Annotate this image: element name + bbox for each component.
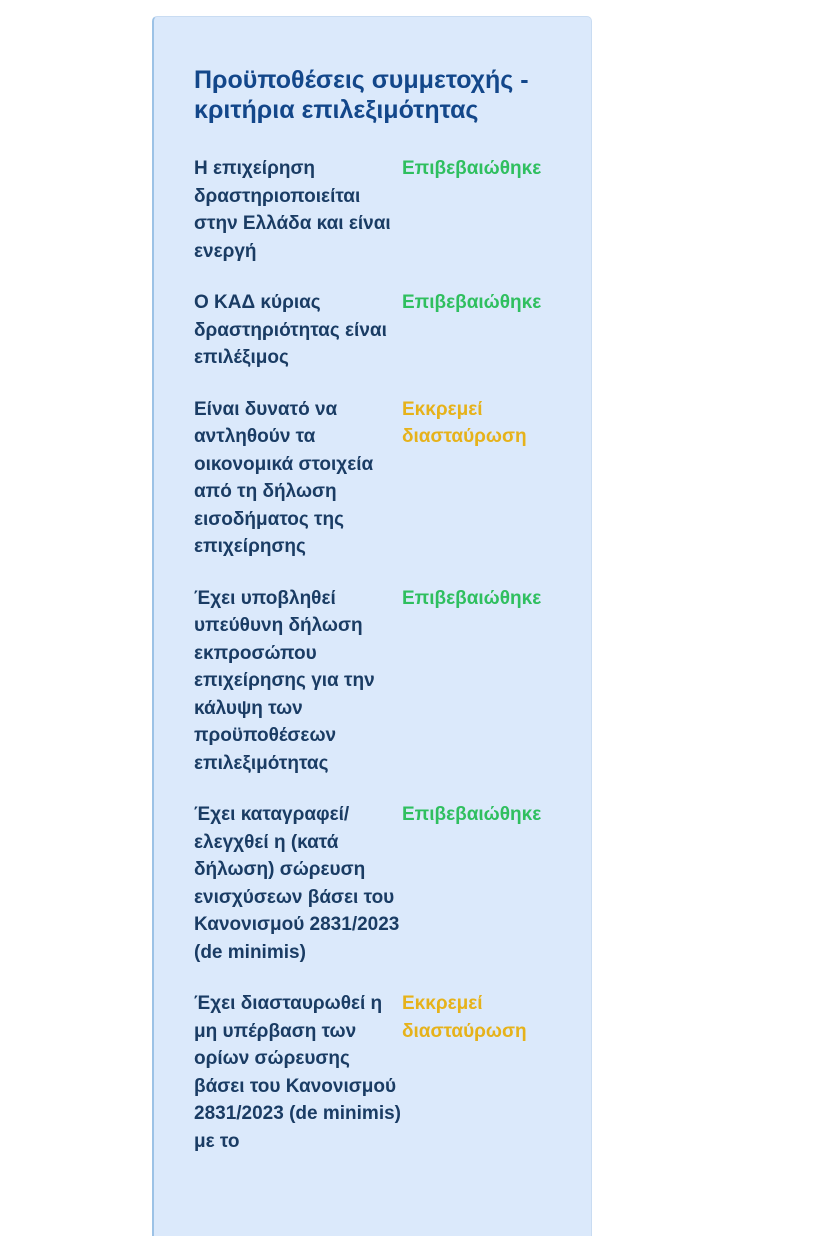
criterion-row [194,396,591,561]
criterion-label: Ο ΚΑΔ κύριας δραστηριότητας είναι επιλέξιμος [194,292,387,368]
eligibility-criteria-panel [152,16,592,1236]
criterion-row [194,289,591,372]
criterion-label: Είναι δυνατό να αντληθούν τα οικονομικά στοιχεία από τη δήλωση εισοδήματος της επιχείρησης [194,398,374,557]
criterion-row [194,990,591,1155]
criterion-label: Έχει καταγραφεί/ ελεγχθεί η (κατά δήλωση) σώρευση ενισχύσεων βάσει του Κανονισμού 2831/2023 (de minimis) [194,804,400,963]
criterion-row [194,585,591,778]
criterion-status: Επιβεβαιώθηκε [402,587,542,609]
criterion-label: Έχει υποβληθεί υπεύθυνη δήλωση εκπροσώπου επιχείρησης για την κάλυψη των προϋποθέσεων επιλεξιμότητας [194,587,375,774]
criterion-status: Επιβεβαιώθηκε [402,158,542,179]
criterion-status: Εκκρεμεί διασταύρωση [402,398,527,447]
criterion-status: Εκκρεμεί διασταύρωση [402,993,527,1042]
criterion-row [194,801,591,966]
criterion-row [194,155,591,265]
criterion-label: Η επιχείρηση δραστηριοποιείται στην Ελλάδα και είναι ενεργή [194,158,391,262]
criterion-label: Έχει διασταυρωθεί η μη υπέρβαση των ορίων σώρευσης βάσει του Κανονισμού 2831/2023 (de minimis) με το [194,993,401,1152]
section-title: Προϋποθέσεις συμμετοχής - κριτήρια επιλεξιμότητας [194,66,529,124]
criterion-status: Επιβεβαιώθηκε [402,804,542,825]
criterion-status: Επιβεβαιώθηκε [402,292,542,313]
